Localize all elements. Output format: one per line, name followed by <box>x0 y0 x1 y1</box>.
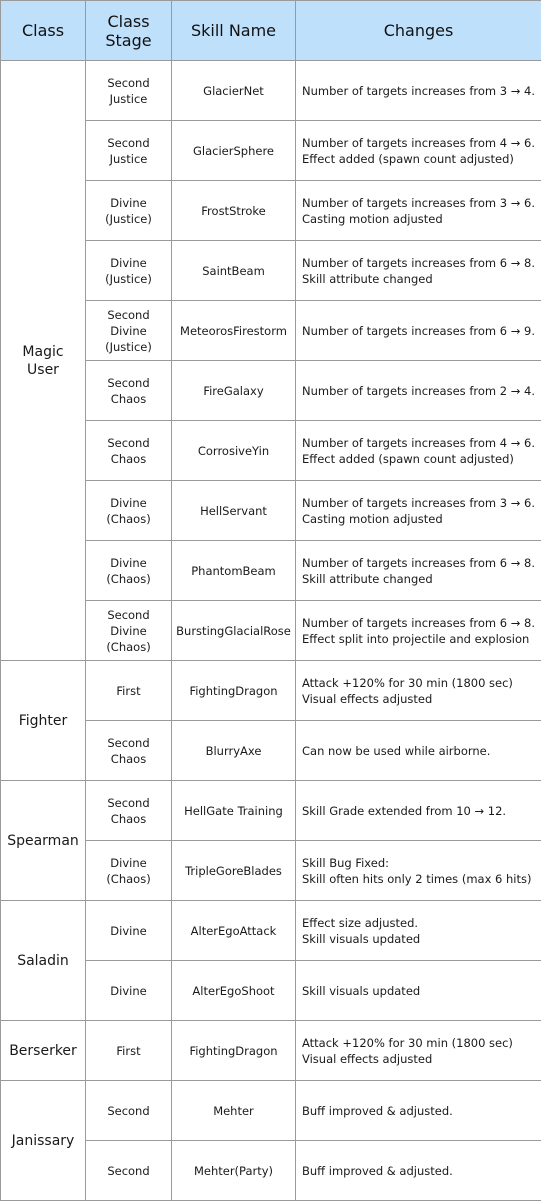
skill-name-cell: PhantomBeam <box>172 541 296 601</box>
skill-name-cell: GlacierNet <box>172 61 296 121</box>
skill-name-cell: Mehter <box>172 1081 296 1141</box>
class-stage-cell: Second Justice <box>86 61 172 121</box>
skill-name-cell: MeteorosFirestorm <box>172 301 296 361</box>
class-stage-cell: Divine <box>86 961 172 1021</box>
changes-cell: Skill visuals updated <box>296 961 541 1021</box>
class-cell: Berserker <box>1 1021 86 1081</box>
changes-cell: Number of targets increases from 3 → 4. <box>296 61 541 121</box>
table-body <box>1 61 541 1201</box>
changes-cell: Effect size adjusted. Skill visuals updated <box>296 901 541 961</box>
changes-cell: Skill Grade extended from 10 → 12. <box>296 781 541 841</box>
skill-name-cell: BurstingGlacialRose <box>172 601 296 661</box>
class-stage-cell: Second Chaos <box>86 361 172 421</box>
skill-name-cell: TripleGoreBlades <box>172 841 296 901</box>
class-stage-cell: Second Chaos <box>86 781 172 841</box>
class-stage-cell: Divine <box>86 901 172 961</box>
class-cell: Janissary <box>1 1081 86 1201</box>
changes-cell: Attack +120% for 30 min (1800 sec) Visual effects adjusted <box>296 1021 541 1081</box>
changes-cell: Number of targets increases from 3 → 6. Casting motion adjusted <box>296 481 541 541</box>
skill-name-cell: FrostStroke <box>172 181 296 241</box>
changes-cell: Buff improved & adjusted. <box>296 1081 541 1141</box>
class-stage-cell: Second <box>86 1081 172 1141</box>
class-stage-cell: Divine (Chaos) <box>86 481 172 541</box>
class-stage-cell: Divine (Chaos) <box>86 541 172 601</box>
header-class-stage: Class Stage <box>86 1 172 61</box>
changes-cell: Number of targets increases from 4 → 6. Effect added (spawn count adjusted) <box>296 121 541 181</box>
skill-name-cell: AlterEgoShoot <box>172 961 296 1021</box>
class-cell: Fighter <box>1 661 86 781</box>
table-row <box>1 1081 541 1141</box>
changes-cell: Can now be used while airborne. <box>296 721 541 781</box>
table-row <box>1 61 541 121</box>
class-stage-cell: Second Chaos <box>86 721 172 781</box>
changes-cell: Number of targets increases from 6 → 8. Effect split into projectile and explosion <box>296 601 541 661</box>
header-row <box>1 1 541 61</box>
skill-name-cell: BlurryAxe <box>172 721 296 781</box>
class-stage-cell: First <box>86 661 172 721</box>
class-stage-cell: Divine (Justice) <box>86 181 172 241</box>
skill-name-cell: FireGalaxy <box>172 361 296 421</box>
skill-name-cell: Mehter(Party) <box>172 1141 296 1201</box>
class-stage-cell: Second Divine (Justice) <box>86 301 172 361</box>
changes-cell: Number of targets increases from 6 → 8. Skill attribute changed <box>296 241 541 301</box>
skill-name-cell: HellServant <box>172 481 296 541</box>
changes-cell: Attack +120% for 30 min (1800 sec) Visual effects adjusted <box>296 661 541 721</box>
skill-name-cell: CorrosiveYin <box>172 421 296 481</box>
changes-cell: Number of targets increases from 2 → 4. <box>296 361 541 421</box>
class-stage-cell: Second Chaos <box>86 421 172 481</box>
skill-name-cell: HellGate Training <box>172 781 296 841</box>
class-stage-cell: Second Divine (Chaos) <box>86 601 172 661</box>
class-cell: Magic User <box>1 61 86 661</box>
skill-name-cell: FightingDragon <box>172 661 296 721</box>
skill-name-cell: AlterEgoAttack <box>172 901 296 961</box>
table-row <box>1 781 541 841</box>
header-class: Class <box>1 1 86 61</box>
header-skill-name: Skill Name <box>172 1 296 61</box>
class-stage-cell: Divine (Chaos) <box>86 841 172 901</box>
changes-cell: Number of targets increases from 4 → 6. Effect added (spawn count adjusted) <box>296 421 541 481</box>
class-cell: Spearman <box>1 781 86 901</box>
skill-name-cell: SaintBeam <box>172 241 296 301</box>
skill-name-cell: FightingDragon <box>172 1021 296 1081</box>
class-cell: Saladin <box>1 901 86 1021</box>
class-stage-cell: Second <box>86 1141 172 1201</box>
table-row <box>1 901 541 961</box>
changes-cell: Number of targets increases from 3 → 6. Casting motion adjusted <box>296 181 541 241</box>
skill-name-cell: GlacierSphere <box>172 121 296 181</box>
table-row <box>1 661 541 721</box>
changes-cell: Buff improved & adjusted. <box>296 1141 541 1201</box>
changes-cell: Number of targets increases from 6 → 9. <box>296 301 541 361</box>
changes-cell: Number of targets increases from 6 → 8. Skill attribute changed <box>296 541 541 601</box>
changes-cell: Skill Bug Fixed: Skill often hits only 2 times (max 6 hits) <box>296 841 541 901</box>
class-stage-cell: Second Justice <box>86 121 172 181</box>
class-stage-cell: First <box>86 1021 172 1081</box>
header-changes: Changes <box>296 1 541 61</box>
table-row <box>1 1021 541 1081</box>
class-stage-cell: Divine (Justice) <box>86 241 172 301</box>
